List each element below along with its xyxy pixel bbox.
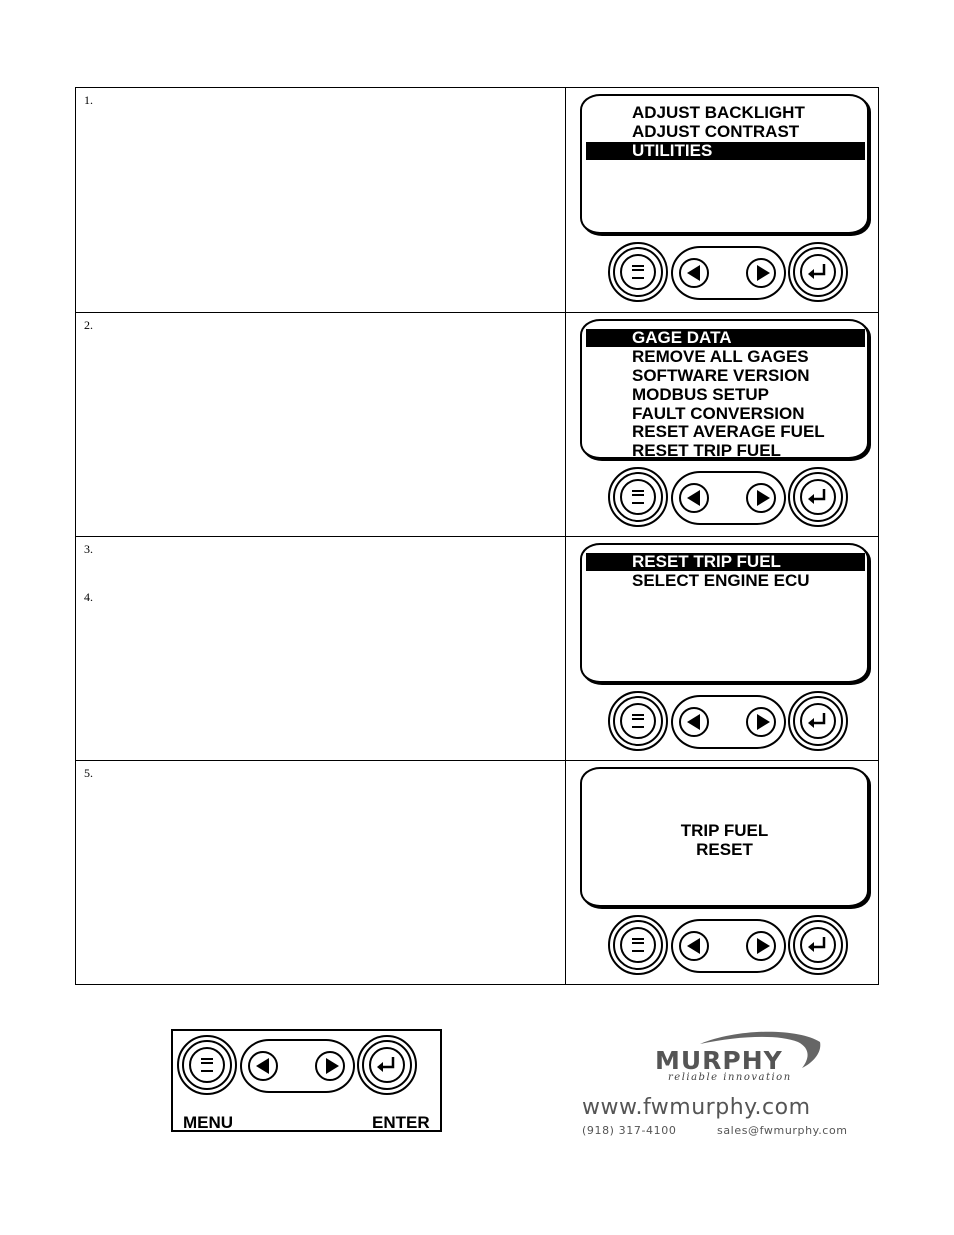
lcd-menu-item: MODBUS SETUP [632,385,769,404]
brand-tagline: reliable innovation [668,1072,792,1083]
step-number: 3. [84,542,93,556]
right-arrow-button[interactable] [746,483,776,513]
step-instructions-4 [76,761,566,985]
menu-label: MENU [183,1113,234,1132]
lcd-screen [580,319,869,459]
lcd-menu-item: REMOVE ALL GAGES [632,347,809,366]
lcd-menu-item: SELECT ENGINE ECU [632,571,810,590]
lcd-menu-item: RESET AVERAGE FUEL [632,422,825,441]
right-arrow-icon [757,938,770,954]
menu-icon [201,1058,213,1072]
enter-button[interactable] [788,242,848,302]
lcd-menu-item: ADJUST BACKLIGHT [632,103,805,122]
lcd-menu-item: RESET TRIP FUEL [632,441,781,459]
step-row-1 [76,88,878,312]
right-arrow-icon [326,1058,339,1074]
enter-icon [807,712,829,730]
step-number: 2. [84,318,93,332]
lcd-message-line: RESET [696,840,753,859]
arrow-buttons-housing [671,471,786,525]
keypad-legend [171,1029,442,1132]
lcd-menu-item-selected: RESET TRIP FUEL [586,553,865,571]
email-link[interactable]: sales@fwmurphy.com [717,1124,848,1137]
right-arrow-button[interactable] [746,707,776,737]
menu-icon [632,265,644,279]
menu-button[interactable] [177,1035,237,1095]
website-link[interactable]: www.fwmurphy.com [582,1095,811,1120]
lcd-menu-item-selected: UTILITIES [586,142,865,160]
step-row-3 [76,536,878,761]
step-instructions-1 [76,88,566,312]
step-display-4 [566,761,878,985]
right-arrow-button[interactable] [746,258,776,288]
lcd-screen [580,94,869,234]
right-arrow-icon [757,714,770,730]
left-arrow-button[interactable] [679,707,709,737]
lcd-menu-item: ADJUST CONTRAST [632,122,800,141]
enter-button[interactable] [788,691,848,751]
right-arrow-icon [757,265,770,281]
phone-number: (918) 317-4100 [582,1124,677,1137]
lcd-screen [580,767,869,907]
enter-icon [807,488,829,506]
display-device [568,537,874,759]
step-number: 4. [84,590,93,604]
left-arrow-icon [687,265,700,281]
enter-button[interactable] [788,915,848,975]
menu-button[interactable] [608,467,668,527]
left-arrow-button[interactable] [679,483,709,513]
arrow-buttons-housing [671,919,786,973]
murphy-brand-block [580,1028,880,1148]
arrow-buttons-housing [671,695,786,749]
left-arrow-button[interactable] [248,1051,278,1081]
lcd-menu-item: SOFTWARE VERSION [632,366,810,385]
enter-label: ENTER [372,1113,430,1132]
enter-icon [807,263,829,281]
menu-icon [632,714,644,728]
display-device [568,88,874,310]
left-arrow-icon [687,714,700,730]
menu-icon [632,938,644,952]
step-instructions-3 [76,537,566,761]
steps-table [75,87,879,985]
left-arrow-icon [687,490,700,506]
enter-button[interactable] [788,467,848,527]
right-arrow-icon [757,490,770,506]
display-device [568,761,874,983]
step-display-3 [566,537,878,761]
step-display-1 [566,88,878,312]
lcd-menu-item: FAULT CONVERSION [632,404,805,423]
step-number: 1. [84,93,93,107]
right-arrow-button[interactable] [315,1051,345,1081]
murphy-logo-text: MURPHY [655,1046,783,1075]
step-display-2 [566,313,878,537]
left-arrow-icon [256,1058,269,1074]
right-arrow-button[interactable] [746,931,776,961]
enter-icon [807,936,829,954]
step-row-4 [76,760,878,985]
display-device [568,313,874,535]
menu-button[interactable] [608,691,668,751]
step-row-2 [76,312,878,537]
menu-icon [632,490,644,504]
lcd-screen [580,543,869,683]
step-instructions-2 [76,313,566,537]
left-arrow-button[interactable] [679,258,709,288]
left-arrow-button[interactable] [679,931,709,961]
menu-button[interactable] [608,915,668,975]
lcd-menu-item-selected: GAGE DATA [586,329,865,347]
enter-button[interactable] [357,1035,417,1095]
arrow-buttons-housing [240,1039,355,1093]
left-arrow-icon [687,938,700,954]
lcd-message-line: TRIP FUEL [680,821,769,840]
menu-button[interactable] [608,242,668,302]
arrow-buttons-housing [671,246,786,300]
step-number: 5. [84,766,93,780]
enter-icon [376,1056,398,1074]
